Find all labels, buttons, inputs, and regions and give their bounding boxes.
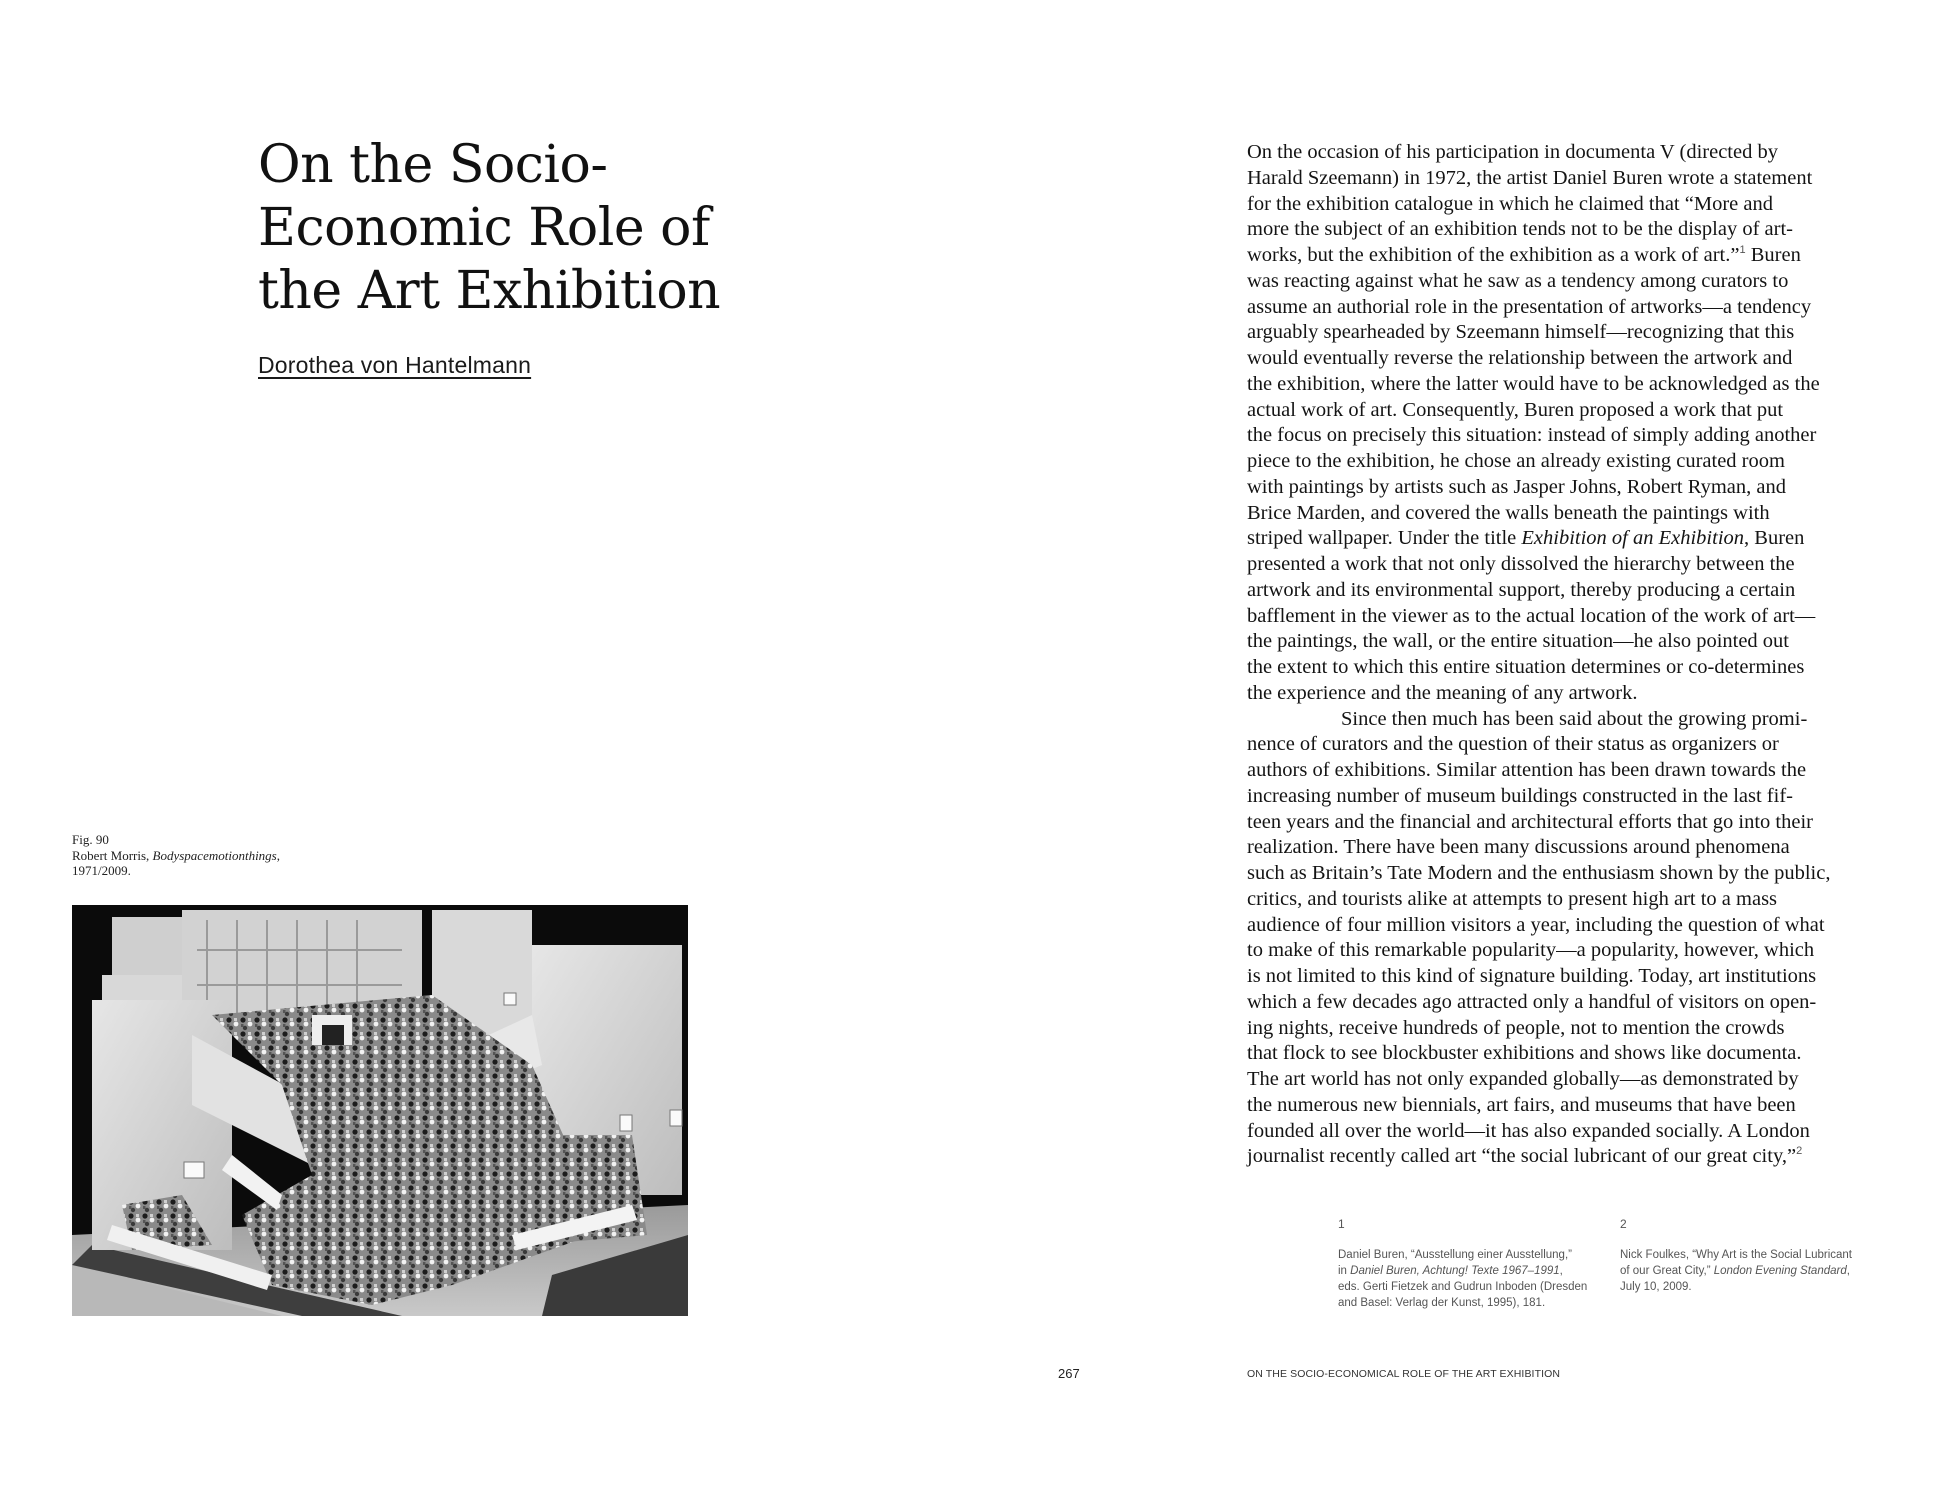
figure-photograph (72, 905, 688, 1316)
footnote-line: and Basel: Verlag der Kunst, 1995), 181. (1338, 1297, 1546, 1309)
footnote-2 (1620, 1217, 1890, 1295)
footnote-run: of our Great City,” (1620, 1265, 1714, 1277)
body-line: teen years and the financial and architectural efforts that go into their (1247, 810, 1813, 833)
footnote-number: 2 (1620, 1217, 1627, 1231)
exhibition-photo-illustration (72, 905, 688, 1316)
figure-work-title: Bodyspacemotionthings (152, 847, 277, 863)
body-line (1247, 243, 1887, 269)
body-line: which a few decades ago attracted only a handful of visitors on open- (1247, 990, 1817, 1013)
title-line: On the Socio- (258, 135, 608, 195)
body-line: presented a work that not only dissolved the hierarchy between the (1247, 553, 1795, 575)
article-body (1247, 140, 1887, 1170)
body-line: audience of four million visitors a year, including the question of what (1247, 913, 1825, 936)
body-line (1247, 526, 1887, 552)
page-number: 267 (1058, 1366, 1080, 1381)
body-line: with paintings by artists such as Jasper Johns, Robert Ryman, and (1247, 475, 1786, 498)
body-text-run: journalist recently called art “the social lubricant of our great city,” (1247, 1145, 1797, 1168)
footnote-book-title: Daniel Buren, Achtung! Texte 1967–1991 (1350, 1265, 1560, 1277)
body-line: bafflement in the viewer as to the actual location of the work of art— (1247, 604, 1816, 627)
body-line: realization. There have been many discussions around phenomena (1247, 836, 1790, 859)
figure-caption (72, 832, 372, 879)
running-head: ON THE SOCIO-ECONOMICAL ROLE OF THE ART EXHIBITION (1247, 1368, 1561, 1380)
body-line: Brice Marden, and covered the walls beneath the paintings with (1247, 501, 1770, 524)
body-line: more the subject of an exhibition tends not to be the display of art- (1247, 218, 1793, 241)
body-line: the focus on precisely this situation: instead of simply adding another (1247, 424, 1817, 447)
author-name: Dorothea von Hantelmann (258, 352, 532, 378)
body-text-run: works, but the exhibition of the exhibition as a work of art.” (1247, 244, 1740, 266)
body-line: The art world has not only expanded globally—as demonstrated by (1247, 1068, 1799, 1090)
footnote-publication: London Evening Standard (1713, 1265, 1847, 1277)
footnote-1 (1338, 1217, 1608, 1311)
body-line: the paintings, the wall, or the entire situation—he also pointed out (1247, 630, 1789, 653)
body-text-run: Buren (1745, 244, 1801, 266)
body-line: was reacting against what he saw as a tendency among curators to (1247, 269, 1789, 292)
body-line: would eventually reverse the relationship between the artwork and (1247, 347, 1793, 369)
body-line: the experience and the meaning of any artwork. (1247, 681, 1638, 704)
footnote-ref-1[interactable]: 1 (1739, 244, 1746, 256)
body-line: is not limited to this kind of signature building. Today, art institutions (1247, 965, 1817, 987)
footnote-line: Nick Foulkes, “Why Art is the Social Lubricant (1620, 1249, 1852, 1261)
footnote-line (1338, 1263, 1608, 1279)
body-line: assume an authorial role in the presentation of artworks—a tendency (1247, 295, 1812, 318)
body-line: nence of curators and the question of their status as organizers or (1247, 733, 1779, 756)
body-line: artwork and its environmental support, thereby producing a certain (1247, 578, 1796, 601)
body-line: the extent to which this entire situation determines or co-determines (1247, 656, 1805, 678)
title-line: the Art Exhibition (258, 261, 721, 321)
work-title-italic: Exhibition of an Exhibition (1521, 527, 1745, 550)
figure-label: Fig. 90 (72, 832, 109, 847)
article-title (258, 134, 778, 323)
figure-date: 1971/2009. (72, 863, 131, 878)
body-line: On the occasion of his participation in documenta V (directed by (1247, 141, 1778, 163)
body-text-run: striped wallpaper. Under the title (1247, 527, 1522, 550)
body-line: ing nights, receive hundreds of people, not to mention the crowds (1247, 1016, 1785, 1039)
body-line: Harald Szeemann) in 1972, the artist Daniel Buren wrote a statement (1247, 166, 1813, 189)
body-line: arguably spearheaded by Szeemann himself—recognizing that this (1247, 321, 1795, 344)
body-text-run: , Buren (1744, 527, 1805, 550)
body-line: such as Britain’s Tate Modern and the enthusiasm shown by the public, (1247, 862, 1831, 884)
footnote-text (1338, 1247, 1608, 1311)
figure-artist: Robert Morris, (72, 847, 153, 863)
figure-credit (72, 848, 372, 864)
footnote-run: , (1846, 1265, 1850, 1277)
footnote-ref-2[interactable]: 2 (1796, 1145, 1803, 1158)
body-line: the exhibition, where the latter would have to be acknowledged as the (1247, 372, 1820, 395)
footnote-text (1620, 1247, 1890, 1295)
body-line: piece to the exhibition, he chose an already existing curated room (1247, 450, 1785, 472)
title-line: Economic Role of (258, 198, 710, 258)
body-line: that flock to see blockbuster exhibitions and shows like documenta. (1247, 1042, 1802, 1065)
footnote-line (1620, 1263, 1890, 1279)
body-line: to make of this remarkable popularity—a popularity, however, which (1247, 939, 1815, 962)
body-line: actual work of art. Consequently, Buren proposed a work that put (1247, 398, 1784, 421)
footnote-run: in (1338, 1265, 1351, 1277)
body-line: for the exhibition catalogue in which he claimed that “More and (1247, 192, 1773, 215)
footnote-line: eds. Gerti Fietzek and Gudrun Inboden (Dresden (1338, 1281, 1588, 1293)
footnote-number: 1 (1338, 1217, 1345, 1231)
footnote-line: July 10, 2009. (1620, 1281, 1692, 1293)
footnote-run: , (1559, 1265, 1563, 1277)
footnote-line: Daniel Buren, “Ausstellung einer Ausstellung,” (1338, 1249, 1572, 1261)
body-line-paragraph-start: Since then much has been said about the growing promi- (1341, 707, 1808, 730)
body-line: critics, and tourists alike at attempts to present high art to a mass (1247, 887, 1778, 910)
body-line: authors of exhibitions. Similar attention has been drawn towards the (1247, 759, 1807, 781)
body-line: founded all over the world—it has also expanded socially. A London (1247, 1119, 1810, 1142)
body-line (1247, 1144, 1887, 1170)
figure-punct: , (276, 847, 280, 863)
body-line: increasing number of museum buildings constructed in the last fif- (1247, 784, 1793, 807)
body-line: the numerous new biennials, art fairs, and museums that have been (1247, 1093, 1796, 1116)
